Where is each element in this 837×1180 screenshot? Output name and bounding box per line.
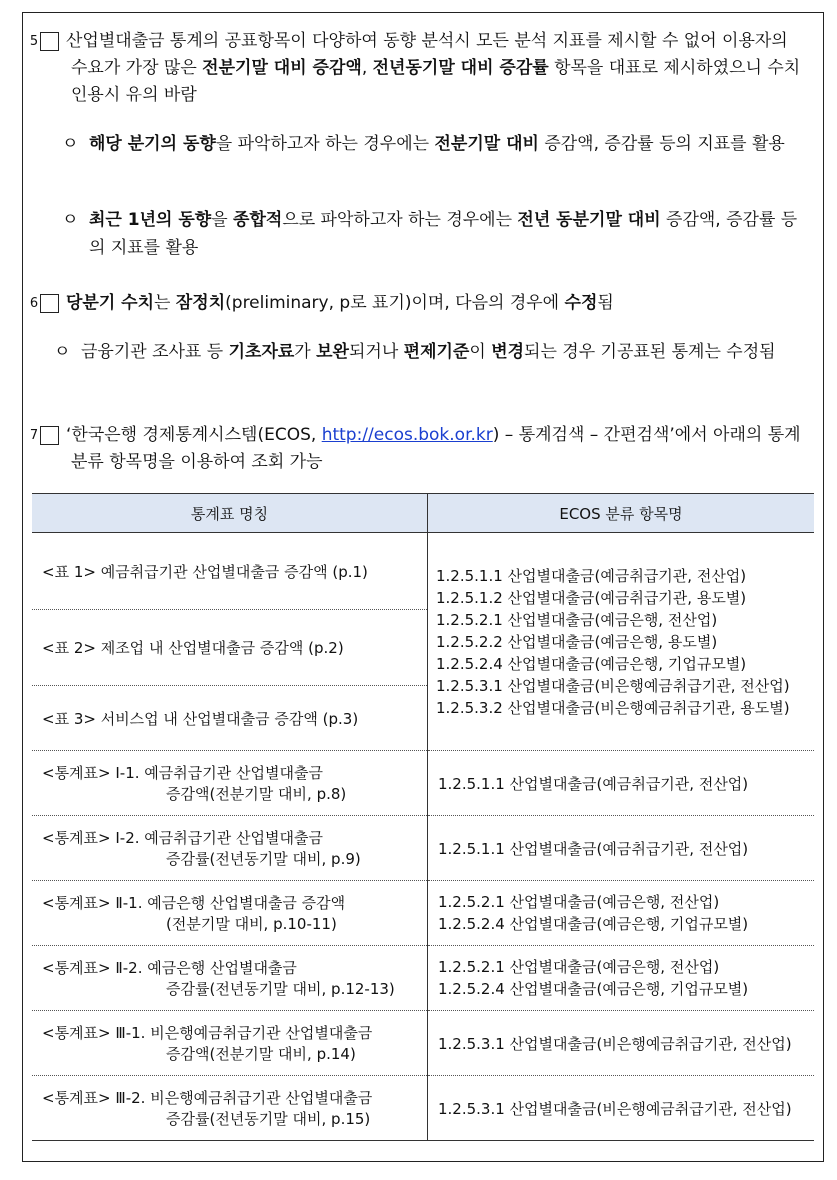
item5-bullet-2: ㅇ 최근 1년의 동향을 종합적으로 파악하고자 하는 경우에는 전년 동분기말 대비 증감액, 증감률 등의 지표를 활용 bbox=[62, 210, 798, 258]
table-codes: 1.2.5.2.1 산업별대출금(예금은행, 전산업) 1.2.5.2.4 산업별대출금(예금은행, 기업규모별) bbox=[428, 946, 815, 1011]
item6-bullet: ㅇ 금융기관 조사표 등 기초자료가 보완되거나 편제기준이 변경되는 경우 기공표된 통계는 수정됨 bbox=[54, 342, 776, 362]
table-label: <통계표> Ⅲ-1. 비은행예금취급기관 산업별대출금 증감액(전분기말 대비, p.14) bbox=[32, 1011, 428, 1076]
table-label: <통계표> Ⅱ-2. 예금은행 산업별대출금 증감률(전년동기말 대비, p.12-13) bbox=[32, 946, 428, 1011]
item7-number: 7 bbox=[40, 426, 59, 445]
group1-codes: 1.2.5.1.1 산업별대출금(예금취급기관, 전산업) 1.2.5.1.2 산업별대출금(예금취급기관, 용도별) 1.2.5.2.1 산업별대출금(예금은행, 전산업) 1.2.5.2.2 산업별대출금(예금은행, 용도별) 1.2.5.2.4 산업별대출금(예금은행, 기업규모별) 1.2.5.3.1 산업별대출금(비은행예금취급기관, 전산업) 1.2.5.3.2 산업별대출금(비은행예금취급기관, 용도별) bbox=[428, 533, 815, 751]
ecos-link[interactable]: http://ecos.bok.or.kr bbox=[321, 425, 493, 445]
item5-paragraph: 5 산업별대출금 통계의 공표항목이 다양하여 동향 분석시 모든 분석 지표를 제시할 수 없어 이용자의 수요가 가장 많은 전분기말 대비 증감액, 전년동기말 대비 증감률 항목을 대표로 제시하였으니 수치 인용시 유의 바람 bbox=[29, 31, 801, 105]
table-codes: 1.2.5.1.1 산업별대출금(예금취급기관, 전산업) bbox=[428, 816, 815, 881]
table-label: <표 3> 서비스업 내 산업별대출금 증감액 (p.3) bbox=[32, 686, 428, 751]
table-label: <통계표> Ⅰ-1. 예금취급기관 산업별대출금 증감액(전분기말 대비, p.8) bbox=[32, 751, 428, 816]
table-codes: 1.2.5.2.1 산업별대출금(예금은행, 전산업) 1.2.5.2.4 산업별대출금(예금은행, 기업규모별) bbox=[428, 881, 815, 946]
item6-paragraph: 6 당분기 수치는 잠정치(preliminary, p로 표기)이며, 다음의 경우에 수정됨 bbox=[29, 293, 614, 313]
table-label: <표 2> 제조업 내 산업별대출금 증감액 (p.2) bbox=[32, 610, 428, 686]
table-codes: 1.2.5.3.1 산업별대출금(비은행예금취급기관, 전산업) bbox=[428, 1076, 815, 1141]
table-label: <통계표> Ⅰ-2. 예금취급기관 산업별대출금 증감률(전년동기말 대비, p.9) bbox=[32, 816, 428, 881]
header-table-name: 통계표 명칭 bbox=[32, 494, 428, 533]
table-label: <통계표> Ⅱ-1. 예금은행 산업별대출금 증감액 (전분기말 대비, p.10-11) bbox=[32, 881, 428, 946]
item5-number: 5 bbox=[40, 32, 59, 51]
item7-paragraph: 7 ‘한국은행 경제통계시스템(ECOS, http://ecos.bok.or.kr) – 통계검색 – 간편검색’에서 아래의 통계 분류 항목명을 이용하여 조회 가능 bbox=[29, 425, 801, 472]
item5-bullet-1: ㅇ 해당 분기의 동향을 파악하고자 하는 경우에는 전분기말 대비 증감액, 증감률 등의 지표를 활용 bbox=[62, 134, 785, 154]
table-label: <표 1> 예금취급기관 산업별대출금 증감액 (p.1) bbox=[32, 533, 428, 610]
ecos-table bbox=[32, 493, 814, 1141]
table-codes: 1.2.5.1.1 산업별대출금(예금취급기관, 전산업) bbox=[428, 751, 815, 816]
table-label: <통계표> Ⅲ-2. 비은행예금취급기관 산업별대출금 증감률(전년동기말 대비, p.15) bbox=[32, 1076, 428, 1141]
table-codes: 1.2.5.3.1 산업별대출금(비은행예금취급기관, 전산업) bbox=[428, 1011, 815, 1076]
item6-number: 6 bbox=[40, 294, 59, 313]
header-ecos-name: ECOS 분류 항목명 bbox=[428, 494, 815, 533]
